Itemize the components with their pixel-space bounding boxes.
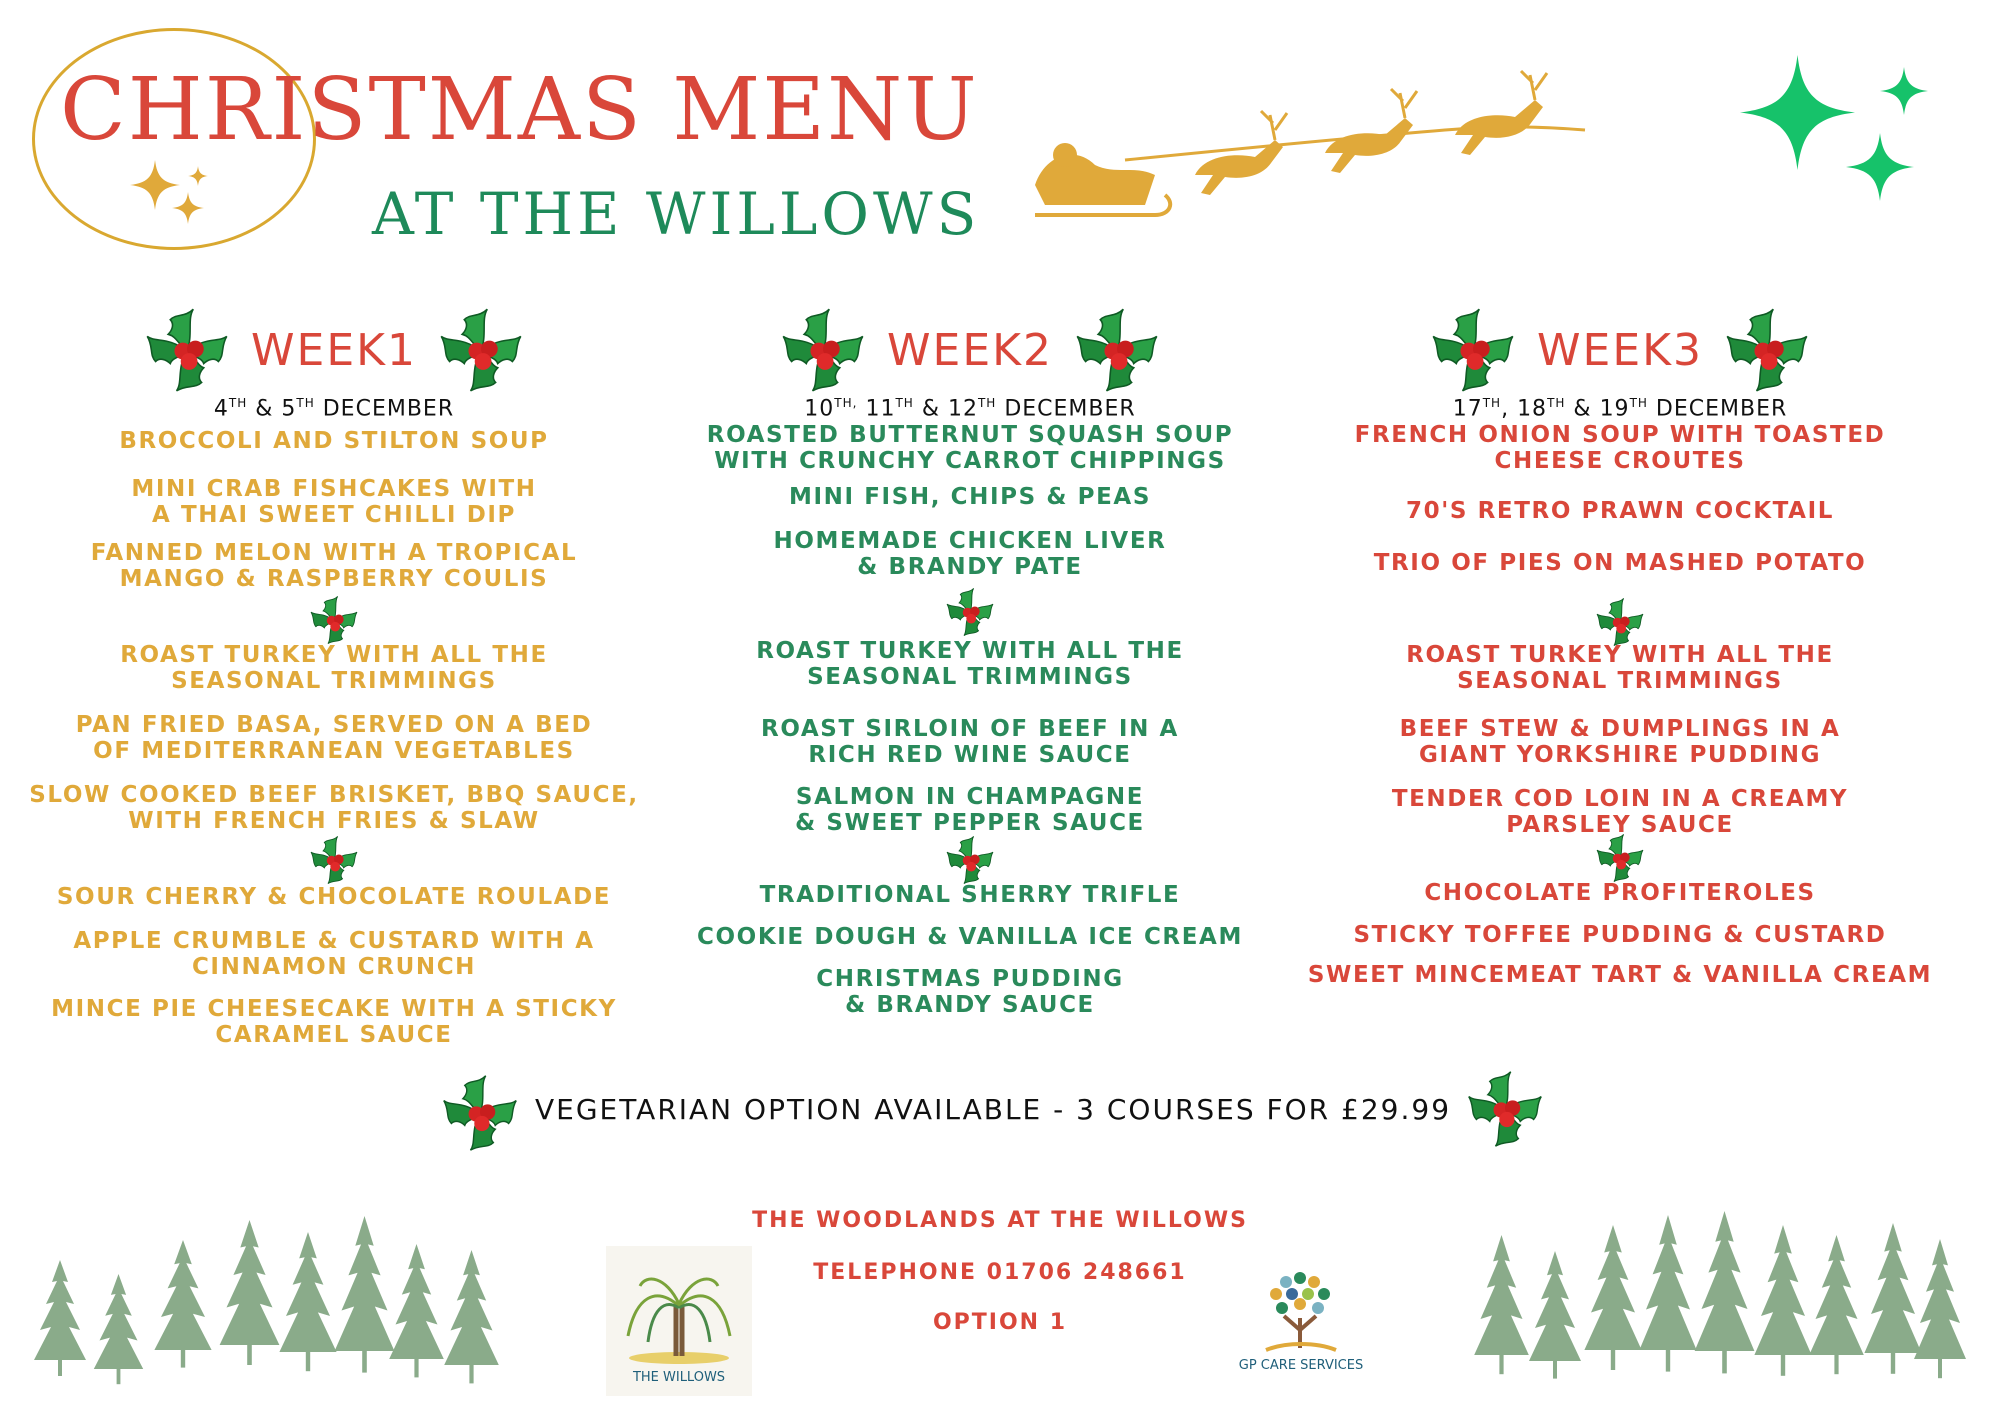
holly-icon <box>773 305 873 395</box>
holly-icon <box>944 834 996 886</box>
week1-title: WEEK1 <box>251 324 417 376</box>
vegetarian-note: VEGETARIAN OPTION AVAILABLE - 3 COURSES FOR £29.99 <box>535 1093 1452 1126</box>
santa-sleigh-reindeer-icon <box>1025 35 1605 250</box>
gold-sparkle-icon <box>130 160 210 230</box>
pine-trees-left <box>20 1200 520 1400</box>
venue-name: THE WOODLANDS AT THE WILLOWS <box>752 1208 1248 1233</box>
willow-tree-icon <box>606 1246 752 1366</box>
week3-column <box>1300 300 1940 988</box>
holly-icon <box>308 834 360 886</box>
week1-dates: 4TH & 5TH DECEMBER <box>213 396 455 422</box>
holly-icon <box>1465 1068 1545 1150</box>
menu-item: CHOCOLATE PROFITEROLES <box>1424 880 1816 906</box>
week2-title: WEEK2 <box>887 324 1053 376</box>
menu-item: COOKIE DOUGH & VANILLA ICE CREAM <box>697 924 1243 950</box>
menu-item: ROAST TURKEY WITH ALL THE SEASONAL TRIMMINGS <box>1406 642 1834 694</box>
week1-column <box>14 300 654 1048</box>
page-subtitle: AT THE WILLOWS <box>372 180 981 248</box>
menu-item: TRADITIONAL SHERRY TRIFLE <box>759 882 1181 908</box>
menu-item: SOUR CHERRY & CHOCOLATE ROULADE <box>56 884 612 910</box>
menu-item: SWEET MINCEMEAT TART & VANILLA CREAM <box>1307 962 1933 988</box>
menu-item: APPLE CRUMBLE & CUSTARD WITH A CINNAMON CRUNCH <box>73 928 595 980</box>
holly-icon <box>308 594 360 646</box>
option-label: OPTION 1 <box>932 1310 1068 1335</box>
menu-item: BROCCOLI AND STILTON SOUP <box>119 428 549 454</box>
gp-care-logo-text: GP CARE SERVICES <box>1238 1358 1364 1373</box>
willows-logo <box>606 1246 752 1396</box>
pine-trees-right <box>1470 1195 1970 1395</box>
holly-icon <box>1594 596 1646 648</box>
menu-item: BEEF STEW & DUMPLINGS IN A GIANT YORKSHIRE PUDDING <box>1399 716 1841 768</box>
menu-item: STICKY TOFFEE PUDDING & CUSTARD <box>1353 922 1887 948</box>
green-sparkle-icon <box>1740 55 1940 210</box>
menu-item: ROASTED BUTTERNUT SQUASH SOUP WITH CRUNCHY CARROT CHIPPINGS <box>706 422 1234 474</box>
holly-icon <box>440 1072 520 1154</box>
menu-item: ROAST TURKEY WITH ALL THE SEASONAL TRIMMINGS <box>120 642 548 694</box>
menu-item: CHRISTMAS PUDDING & BRANDY SAUCE <box>816 966 1124 1018</box>
holly-icon <box>1717 305 1817 395</box>
holly-icon <box>137 305 237 395</box>
menu-item: TRIO OF PIES ON MASHED POTATO <box>1373 550 1867 576</box>
menu-item: ROAST TURKEY WITH ALL THE SEASONAL TRIMMINGS <box>756 638 1184 690</box>
holly-icon <box>1067 305 1167 395</box>
menu-item: FANNED MELON WITH A TROPICAL MANGO & RASPBERRY COULIS <box>90 540 578 592</box>
week2-dates: $10^{TH,}$ 11TH & 12TH DECEMBER <box>804 396 1136 422</box>
holly-icon <box>431 305 531 395</box>
gp-care-logo <box>1236 1258 1366 1388</box>
menu-item: PAN FRIED BASA, SERVED ON A BED OF MEDITERRANEAN VEGETABLES <box>75 712 593 764</box>
menu-item: 70'S RETRO PRAWN COCKTAIL <box>1405 498 1834 524</box>
week2-column <box>650 300 1290 1018</box>
menu-item: MINCE PIE CHEESECAKE WITH A STICKY CARAMEL SAUCE <box>51 996 617 1048</box>
menu-item: MINI CRAB FISHCAKES WITH A THAI SWEET CHILLI DIP <box>131 476 537 528</box>
week2-header <box>650 300 1290 400</box>
menu-item: TENDER COD LOIN IN A CREAMY PARSLEY SAUCE <box>1391 786 1849 838</box>
menu-item: SLOW COOKED BEEF BRISKET, BBQ SAUCE, WITH FRENCH FRIES & SLAW <box>29 782 639 834</box>
week3-dates: 17TH, 18TH & 19TH DECEMBER <box>1452 396 1788 422</box>
week3-title: WEEK3 <box>1537 324 1703 376</box>
week3-header <box>1300 300 1940 400</box>
willows-logo-text: THE WILLOWS <box>632 1370 726 1385</box>
menu-item: MINI FISH, CHIPS & PEAS <box>788 484 1151 510</box>
menu-item: HOMEMADE CHICKEN LIVER & BRANDY PATE <box>773 528 1167 580</box>
gp-care-tree-icon <box>1236 1258 1366 1358</box>
menu-item: ROAST SIRLOIN OF BEEF IN A RICH RED WINE SAUCE <box>761 716 1179 768</box>
page-title: CHRISTMAS MENU <box>60 60 979 160</box>
menu-item: FRENCH ONION SOUP WITH TOASTED CHEESE CROUTES <box>1354 422 1886 474</box>
menu-item: SALMON IN CHAMPAGNE & SWEET PEPPER SAUCE <box>795 784 1145 836</box>
week1-header <box>14 300 654 400</box>
holly-icon <box>944 586 996 638</box>
telephone: TELEPHONE 01706 248661 <box>813 1260 1187 1285</box>
holly-icon <box>1594 832 1646 884</box>
holly-icon <box>1423 305 1523 395</box>
